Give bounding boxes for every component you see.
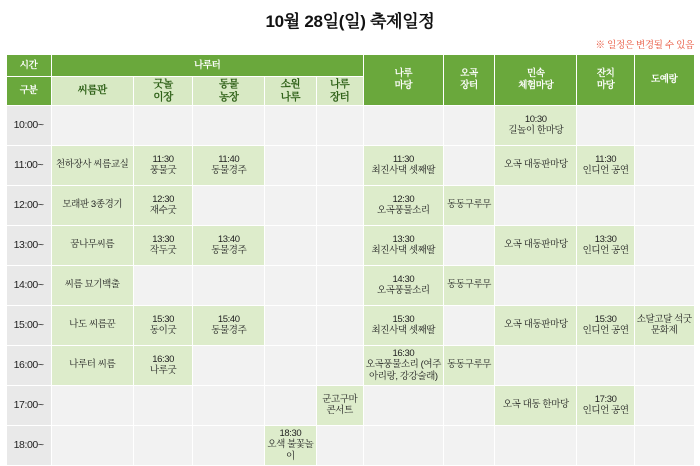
event-name: 동동구루무 [447,199,492,211]
event-name: 동물경주 [211,165,247,177]
row-time-label: 11:00~ [6,145,51,185]
schedule-empty-cell [193,425,265,465]
header-gubun: 구분 [6,77,51,106]
event-time: 12:30 [152,193,174,205]
schedule-event-cell[interactable] [363,185,443,225]
event-name: 오곡 대동판마당 [503,239,568,251]
schedule-empty-cell [51,105,133,145]
header-narumadang-line1: 나루 [394,68,413,80]
schedule-event-cell[interactable] [316,385,363,425]
schedule-empty-cell [265,145,316,185]
event-time: 18:30 [279,427,302,439]
table-row [6,145,694,185]
schedule-empty-cell [634,225,694,265]
schedule-empty-cell [495,345,577,385]
event-name: 최진사댁 셋째딸 [371,245,436,257]
schedule-empty-cell [577,265,635,305]
schedule-empty-cell [634,345,694,385]
event-name: 동이굿 [149,325,177,337]
schedule-empty-cell [634,425,694,465]
event-time: 15:30 [392,313,415,325]
schedule-empty-cell [634,145,694,185]
schedule-event-cell[interactable] [495,385,577,425]
schedule-event-cell[interactable] [443,345,494,385]
event-name: 인디언 공연 [582,245,629,257]
event-name: 동동구루무 [447,359,492,371]
schedule-event-cell[interactable] [193,225,265,265]
schedule-event-cell[interactable] [443,265,494,305]
schedule-empty-cell [495,185,577,225]
schedule-event-cell[interactable] [634,305,694,345]
table-row [6,185,694,225]
schedule-empty-cell [577,185,635,225]
schedule-empty-cell [634,185,694,225]
row-time-label: 13:00~ [6,225,51,265]
event-time: 10:30 [524,113,547,125]
schedule-empty-cell [443,145,494,185]
header-janchi-line2: 마당 [596,79,615,91]
event-name: 재수굿 [149,205,177,217]
schedule-event-cell[interactable] [495,105,577,145]
event-name: 작두굿 [149,245,177,257]
event-name: 동동구루무 [447,279,492,291]
schedule-empty-cell [316,425,363,465]
header-janchi-line1: 잔치 [596,68,615,80]
header-ogokjangteo-line2: 장터 [460,79,478,91]
header-narujangteo-line1: 나루 [329,78,350,90]
table-row [6,265,694,305]
header-minsok-line2: 체험마당 [518,79,554,91]
table-row [6,305,694,345]
header-dongmulnongjang [193,77,265,106]
event-name: 인디언 공연 [582,325,629,337]
festival-schedule-table [6,54,695,466]
header-doyerang: 도예랑 [634,55,694,106]
event-name: 오곡 대동판마당 [503,159,568,171]
event-time: 13:30 [392,233,415,245]
header-narujangteo [316,77,363,106]
schedule-empty-cell [316,265,363,305]
header-ssireumpan: 씨름판 [51,77,133,106]
schedule-empty-cell [193,345,265,385]
header-dongmul-line2: 농장 [219,90,239,103]
header-sowon-line2: 나루 [280,90,301,103]
event-time: 15:30 [152,313,174,325]
schedule-empty-cell [443,425,494,465]
schedule-empty-cell [265,305,316,345]
schedule-event-cell[interactable] [265,425,316,465]
schedule-empty-cell [577,345,635,385]
schedule-empty-cell [316,185,363,225]
event-name: 최진사댁 셋째딸 [371,165,436,177]
schedule-empty-cell [634,385,694,425]
schedule-event-cell[interactable] [133,145,193,185]
header-gutnoljang-line1: 굿놀 [153,78,173,90]
schedule-empty-cell [363,425,443,465]
event-time: 13:30 [594,233,617,245]
event-name: 나루터 씨름 [69,359,116,371]
event-name: 인디언 공연 [582,405,629,417]
schedule-empty-cell [363,385,443,425]
event-time: 14:30 [392,273,415,285]
schedule-empty-cell [316,305,363,345]
event-name: 오곡풍물소리 [377,285,430,297]
header-ogokjangteo [443,55,494,106]
header-naruteo: 나루터 [51,55,363,77]
schedule-empty-cell [443,105,494,145]
table-row [6,105,694,145]
schedule-empty-cell [577,105,635,145]
schedule-event-cell[interactable] [51,265,133,305]
schedule-empty-cell [193,265,265,305]
schedule-change-notice: ※ 일정은 변경될 수 있음 [595,40,694,51]
schedule-event-cell[interactable] [51,345,133,385]
schedule-event-cell[interactable] [363,145,443,185]
schedule-event-cell[interactable] [577,145,635,185]
header-gutnoljang [133,77,193,106]
header-janchimadang [577,55,635,106]
header-minsok-cheheom [495,55,577,106]
header-narumadang-line2: 마당 [394,79,413,91]
event-name: 씨름 묘기백출 [64,279,120,291]
schedule-event-cell[interactable] [133,345,193,385]
schedule-empty-cell [51,385,133,425]
schedule-empty-cell [363,105,443,145]
event-time: 11:30 [152,153,174,165]
row-time-label: 15:00~ [6,305,51,345]
schedule-event-cell[interactable] [577,225,635,265]
table-row [6,385,694,425]
schedule-event-cell[interactable] [133,225,193,265]
event-time: 11:30 [595,153,617,165]
header-sowon-line1: 소원 [280,78,301,90]
row-time-label: 17:00~ [6,385,51,425]
schedule-event-cell[interactable] [193,145,265,185]
event-time: 16:30 [152,353,174,365]
schedule-event-cell[interactable] [363,225,443,265]
event-name: 군고구마 콘서트 [322,393,358,417]
event-name: 길놀이 한마당 [508,125,564,137]
header-minsok-line1: 민속 [527,68,545,80]
schedule-event-cell[interactable] [51,225,133,265]
schedule-empty-cell [265,385,316,425]
row-time-label: 14:00~ [6,265,51,305]
event-name: 오곡풍물소리 [377,205,430,217]
table-row [6,225,694,265]
schedule-event-cell[interactable] [363,305,443,345]
schedule-empty-cell [316,105,363,145]
page-title: 10월 28일(일) 축제일정 [265,12,435,31]
header-narujangteo-line2: 장터 [329,90,350,103]
schedule-event-cell[interactable] [577,305,635,345]
schedule-event-cell[interactable] [495,225,577,265]
event-time: 13:40 [217,233,240,245]
table-head [6,55,694,106]
schedule-event-cell[interactable] [495,145,577,185]
schedule-event-cell[interactable] [51,305,133,345]
schedule-empty-cell [193,385,265,425]
header-dongmul-line1: 동물 [219,78,239,90]
schedule-event-cell[interactable] [133,305,193,345]
event-time: 12:30 [392,193,415,205]
schedule-empty-cell [443,305,494,345]
event-name: 풍물굿 [149,165,177,177]
header-ogokjangteo-line1: 오곡 [460,68,478,80]
event-name: 오색 불꽃놀이 [267,439,314,462]
event-time: 15:30 [594,313,617,325]
schedule-empty-cell [316,225,363,265]
header-time: 시간 [6,55,51,77]
header-gutnoljang-line2: 이장 [153,90,173,103]
event-name: 오곡 대동 한마당 [502,399,569,411]
row-time-label: 18:00~ [6,425,51,465]
row-time-label: 10:00~ [6,105,51,145]
schedule-empty-cell [265,185,316,225]
schedule-event-cell[interactable] [363,265,443,305]
schedule-empty-cell [133,425,193,465]
event-name: 최진사댁 셋째딸 [371,325,436,337]
schedule-empty-cell [316,145,363,185]
event-name: 인디언 공연 [582,165,629,177]
schedule-empty-cell [265,345,316,385]
event-name: 동물경주 [211,325,247,337]
row-time-label: 12:00~ [6,185,51,225]
row-time-label: 16:00~ [6,345,51,385]
event-name: 오곡 대동판마당 [503,319,568,331]
schedule-empty-cell [265,105,316,145]
schedule-empty-cell [634,265,694,305]
schedule-empty-cell [133,385,193,425]
schedule-empty-cell [495,425,577,465]
schedule-empty-cell [133,105,193,145]
header-row-1 [6,55,694,77]
header-sowonnaru [265,77,316,106]
event-time: 15:40 [217,313,240,325]
schedule-empty-cell [265,265,316,305]
schedule-event-cell[interactable] [577,385,635,425]
schedule-event-cell[interactable] [193,305,265,345]
event-name: 오곡풍물소리 (여주아리랑, 강강술래) [365,359,441,382]
event-time: 11:30 [392,153,414,165]
schedule-empty-cell [133,265,193,305]
event-name: 꿈나무씨름 [70,239,115,251]
table-body [6,105,694,465]
schedule-empty-cell [193,105,265,145]
event-time: 13:30 [152,233,174,245]
event-name: 나루굿 [149,365,177,377]
schedule-empty-cell [577,425,635,465]
event-name: 천하장사 씨름교실 [56,159,129,171]
header-narumadang [363,55,443,106]
schedule-event-cell[interactable] [443,185,494,225]
event-time: 17:30 [594,393,617,405]
schedule-event-cell[interactable] [51,145,133,185]
schedule-empty-cell [51,425,133,465]
event-name: 모래판 3종경기 [62,199,123,211]
schedule-empty-cell [634,105,694,145]
schedule-event-cell[interactable] [363,345,443,385]
event-time: 11:40 [218,153,240,165]
event-name: 나도 씨름꾼 [69,319,116,331]
schedule-event-cell[interactable] [133,185,193,225]
event-time: 16:30 [392,347,415,359]
schedule-empty-cell [265,225,316,265]
schedule-event-cell[interactable] [495,305,577,345]
event-name: 동물경주 [211,245,247,257]
schedule-empty-cell [316,345,363,385]
schedule-empty-cell [495,265,577,305]
event-name: 소달고달 석굿 문화제 [636,313,692,337]
schedule-event-cell[interactable] [51,185,133,225]
table-row [6,425,694,465]
table-row [6,345,694,385]
schedule-empty-cell [443,385,494,425]
schedule-empty-cell [443,225,494,265]
schedule-empty-cell [193,185,265,225]
